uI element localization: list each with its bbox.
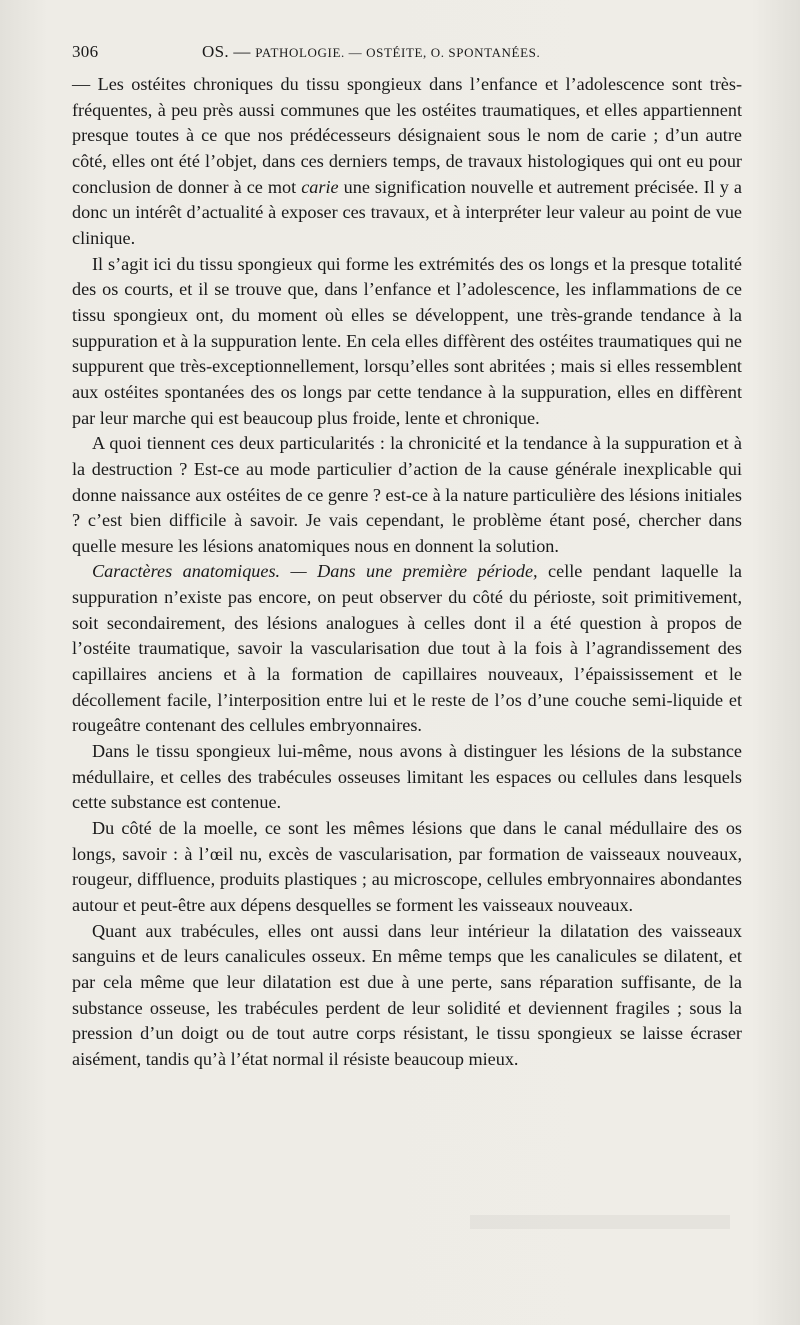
- paragraph-4-text: celle pendant laquelle la suppuration n’existe pas encore, on peut observer du côté du périoste, soit primitivement, soit secondairement, des lésions analogues à celles dont il a été question à propos de l’ostéite traumatique, savoir la vascularisation due tout à la fois à l’agrandissement des capillaires anciens et à la formation de capillaires nouveaux, l’épaississement et le décollement facile, l’interposition entre lui et le reste de l’os d’une couche semi-liquide et rougeâtre contenant des cellules embryonnaires.: [72, 561, 743, 736]
- paragraph-1-text: — Les ostéites chroniques du tissu spongieux dans l’enfance et l’adolescence sont très-fréquentes, à peu près aussi communes que les ostéites traumatiques, et elles appartiennent presque toutes à ce que nos prédécesseurs désignaient sous le nom de carie ; d’un autre côté, elles ont été l’objet, dans ces derniers temps, de travaux histologiques qui ont eu pour conclusion de donner à ce mot: [72, 74, 742, 197]
- body-text: [72, 72, 742, 1073]
- paragraph-1: [72, 72, 742, 252]
- paragraph-3: A quoi tiennent ces deux particularités : la chronicité et la tendance à la suppuration et à la destruction ? Est-ce au mode particulier d’action de la cause générale inexplicable qui donne naissance aux ostéites de ce genre ? est-ce à la nature particulière des lésions initiales ? c’est bien difficile à savoir. Je vais cependant, le problème étant posé, chercher dans quelle mesure les lésions anatomiques nous en donnent la solution.: [72, 433, 742, 556]
- paragraph-1-italic: carie: [301, 176, 339, 197]
- page-header: [72, 42, 742, 64]
- page-number: 306: [72, 42, 99, 61]
- paragraph-4: [72, 559, 742, 739]
- running-head-rest: PATHOLOGIE. — OSTÉITE, O. SPONTANÉES.: [255, 45, 541, 60]
- paragraph-7: Quant aux trabécules, elles ont aussi dans leur intérieur la dilatation des vaisseaux sanguins et de leurs canalicules osseux. En même temps que les canalicules se dilatent, et par cela même que leur dilatation est due à une perte, sans réparation suffisante, de la substance osseuse, les trabécules perdent de leur solidité et deviennent fragiles ; sous la pression d’un doigt ou de tout autre corps résistant, le tissu spongieux se laisse écraser aisément, tandis qu’à l’état normal il résiste beaucoup mieux.: [72, 920, 742, 1069]
- running-head: [202, 42, 540, 62]
- paragraph-6: Du côté de la moelle, ce sont les mêmes lésions que dans le canal médullaire des os longs, savoir : à l’œil nu, excès de vascularisation, par formation de vaisseaux nouveaux, rougeur, diffluence, produits plastiques ; au microscope, cellules embryonnaires abondantes autour et peut-être aux dépens desquelles se forment les vaisseaux nouveaux.: [72, 818, 742, 915]
- section-heading-caracteres-anatomiques: Caractères anatomiques. — Dans une première période,: [92, 561, 538, 582]
- paragraph-1-text-after: une signification nouvelle et autrement précisée. Il y a donc un intérêt d’actualité à exposer ces travaux, et à interpréter leur valeur au point de vue clinique.: [72, 176, 742, 248]
- paragraph-5: Dans le tissu spongieux lui-même, nous avons à distinguer les lésions de la substance médullaire, et celles des trabécules osseuses limitant les espaces ou cellules dans lesquels cette substance est contenue.: [72, 741, 742, 813]
- bleed-through: [470, 1215, 730, 1229]
- paragraph-2: Il s’agit ici du tissu spongieux qui forme les extrémités des os longs et la presque totalité des os courts, et il se trouve que, dans l’enfance et l’adolescence, les inflammations de ce tissu spongieux ont, du moment où elles se développent, une très-grande tendance à la suppuration et à la suppuration lente. En cela elles diffèrent des ostéites traumatiques qui ne suppurent que très-exceptionnellement, lorsqu’elles sont abritées ; mais si elles ressemblent aux ostéites spontanées des os longs par cette tendance à la suppuration, elles en diffèrent par leur marche qui est beaucoup plus froide, lente et chronique.: [72, 253, 742, 428]
- running-head-prefix: OS. —: [202, 42, 251, 61]
